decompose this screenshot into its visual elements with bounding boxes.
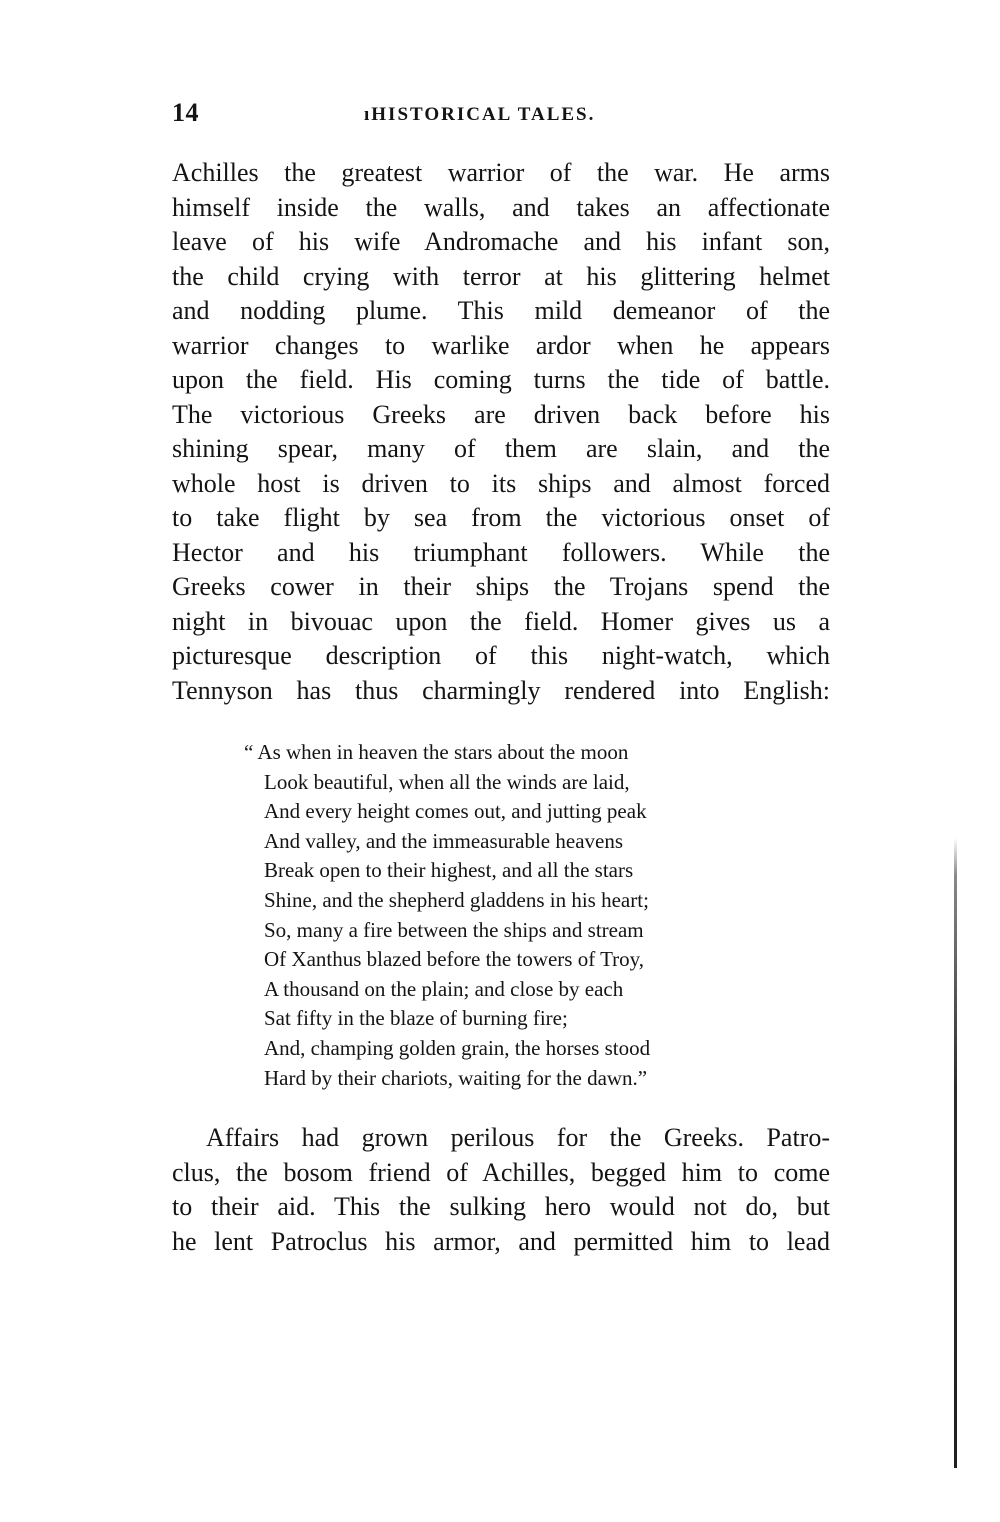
- verse-line: And valley, and the immeasurable heavens: [264, 828, 624, 853]
- text-line: whole host is driven to its ships and almost forced: [172, 468, 830, 498]
- verse-line: Hard by their chariots, waiting for the dawn.”: [264, 1065, 648, 1090]
- paragraph-1: [172, 156, 830, 708]
- text-line: upon the field. His coming turns the tide of battle.: [172, 365, 830, 394]
- page-number: 14: [172, 98, 199, 127]
- verse-line: And, champing golden grain, the horses stood: [264, 1035, 651, 1060]
- text-line: shining spear, many of them are slain, and the: [172, 434, 830, 463]
- text-line: Achilles the greatest warrior of the war. He arms: [172, 158, 830, 187]
- text-line: and nodding plume. This mild demeanor of the: [172, 296, 830, 325]
- verse-line: Of Xanthus blazed before the towers of Troy,: [264, 947, 645, 972]
- running-head: ıHISTORICAL TALES.: [364, 104, 596, 125]
- verse-line: Break open to their highest, and all the stars: [264, 858, 634, 883]
- text-line: clus, the bosom friend of Achilles, begged him to come: [172, 1157, 830, 1187]
- verse-quotation: [244, 738, 764, 1093]
- verse-line: Sat fifty in the blaze of burning fire;: [264, 1006, 568, 1031]
- text-line: Tennyson has thus charmingly rendered into English:: [172, 675, 830, 705]
- paragraph-2: [172, 1121, 830, 1259]
- verse-line: Shine, and the shepherd gladdens in his heart;: [264, 887, 649, 912]
- text-line: warrior changes to warlike ardor when he appears: [172, 330, 830, 360]
- text-line: the child crying with terror at his glittering helmet: [172, 261, 830, 291]
- text-line: Hector and his triumphant followers. While the: [172, 537, 830, 567]
- text-line: Greeks cower in their ships the Trojans spend the: [172, 572, 830, 601]
- text-line: to their aid. This the sulking hero would not do, but: [172, 1192, 830, 1221]
- text-line: picturesque description of this night-watch, which: [172, 641, 830, 670]
- verse-line: And every height comes out, and jutting peak: [264, 799, 647, 824]
- text-line: himself inside the walls, and takes an affectionate: [172, 192, 830, 222]
- text-line: Affairs had grown perilous for the Greeks. Patro-: [206, 1123, 830, 1152]
- text-line: The victorious Greeks are driven back before his: [172, 399, 830, 429]
- verse-line: Look beautiful, when all the winds are laid,: [264, 769, 630, 794]
- text-line: to take flight by sea from the victorious onset of: [172, 503, 830, 532]
- text-line: night in bivouac upon the field. Homer gives us a: [172, 606, 830, 636]
- text-line: leave of his wife Andromache and his infant son,: [172, 227, 830, 256]
- verse-line: “ As when in heaven the stars about the moon: [244, 740, 629, 764]
- verse-line: So, many a fire between the ships and stream: [264, 917, 644, 942]
- page-edge-shadow: [954, 838, 957, 1468]
- verse-line: A thousand on the plain; and close by each: [264, 976, 624, 1001]
- page-header: [172, 98, 830, 138]
- text-line: he lent Patroclus his armor, and permitted him to lead: [172, 1226, 830, 1256]
